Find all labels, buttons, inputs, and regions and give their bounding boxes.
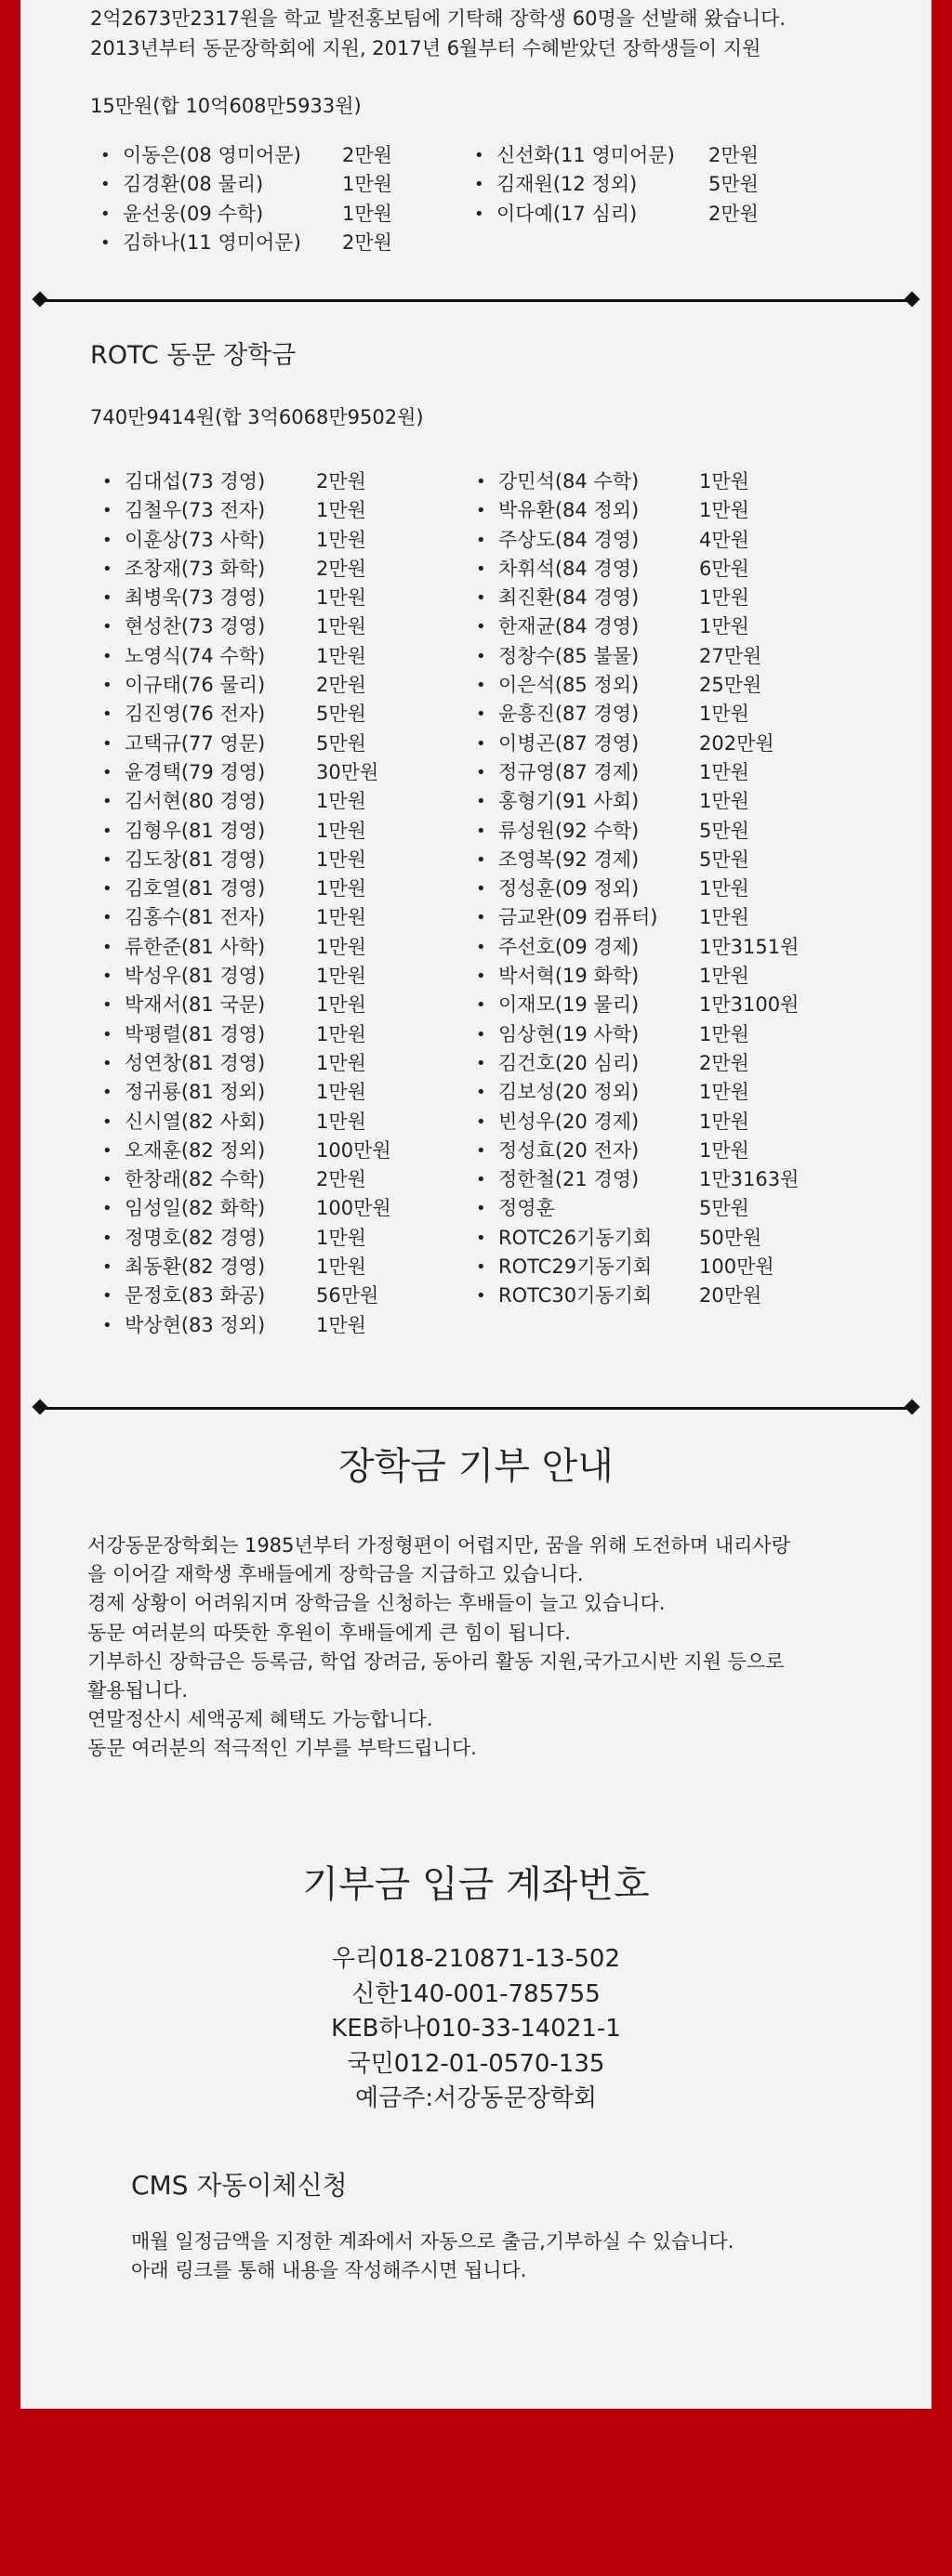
donor-item	[476, 671, 762, 700]
donor-amount: 5만원	[699, 819, 749, 842]
donor-item	[102, 817, 366, 846]
account-line: 우리018-210871-13-502	[332, 1945, 620, 1973]
donor-amount: 1만원	[316, 1081, 366, 1104]
donor-amount: 1만원	[316, 528, 366, 551]
donor-name: 문정호(83 화공)	[125, 1284, 266, 1308]
account-line: 신한140-001-785755	[351, 1979, 601, 2008]
donor-item	[102, 1253, 366, 1281]
donor-amount: 1만원	[316, 819, 366, 842]
donor-item	[476, 467, 749, 496]
alumni-donor-list-left	[100, 141, 392, 257]
donor-amount: 5만원	[699, 1197, 749, 1220]
donor-amount: 56만원	[316, 1284, 379, 1308]
donor-amount: 1만3163원	[699, 1168, 800, 1191]
donor-item	[476, 700, 749, 729]
donor-name: ROTC26기동기회	[498, 1226, 653, 1249]
donor-name: 박서혁(19 화학)	[498, 965, 640, 988]
donor-item	[476, 962, 749, 991]
donor-amount: 1만원	[316, 1022, 366, 1045]
guide-text	[87, 1531, 790, 1764]
donor-amount: 1만원	[316, 615, 366, 638]
donor-amount: 1만원	[699, 877, 749, 900]
donor-item	[476, 933, 800, 962]
donor-name: 박평렬(81 경영)	[125, 1022, 266, 1045]
guide-line: 기부하신 장학금은 등록금, 학업 장려금, 동아리 활동 지원,국가고시반 지원 등으로	[87, 1649, 785, 1673]
donor-name: 정영훈	[498, 1197, 555, 1220]
donor-name: 김호열(81 경영)	[125, 877, 266, 900]
alumni-donor-list-right	[474, 141, 759, 229]
donor-amount: 100만원	[316, 1197, 391, 1220]
donor-amount: 2만원	[699, 1051, 749, 1074]
donor-name: 이은석(85 정외)	[498, 674, 640, 697]
donor-amount: 1만원	[316, 644, 366, 667]
donor-name: 김경환(08 물리)	[123, 173, 264, 196]
donor-name: 주상도(84 경영)	[498, 528, 640, 551]
donor-amount: 1만원	[342, 173, 392, 196]
donor-amount: 5만원	[316, 731, 366, 755]
section-divider	[40, 1407, 912, 1410]
donor-amount: 5만원	[316, 703, 366, 726]
guide-line: 동문 여러분의 적극적인 기부를 부탁드립니다.	[87, 1737, 477, 1760]
donor-item	[102, 555, 366, 584]
donor-item	[476, 1165, 800, 1194]
donor-item	[102, 1311, 366, 1340]
donor-amount: 2만원	[316, 557, 366, 580]
donor-name: 류한준(81 사학)	[125, 935, 266, 958]
donor-amount: 1만원	[699, 1022, 749, 1045]
intro-line-2: 2013년부터 동문장학회에 지원, 2017년 6월부터 수혜받았던 장학생들이 지원	[90, 37, 761, 59]
section-divider	[40, 299, 912, 302]
donor-item	[476, 612, 749, 641]
donor-item	[102, 1137, 391, 1165]
donor-amount: 1만원	[316, 1110, 366, 1133]
donor-item	[102, 991, 366, 1019]
donor-item	[102, 874, 366, 903]
guide-line: 서강동문장학회는 1985년부터 가정형편이 어렵지만, 꿈을 위해 도전하며 내리사랑	[87, 1534, 790, 1557]
donor-name: 류성원(92 수학)	[498, 819, 640, 842]
donor-amount: 1만원	[699, 615, 749, 638]
donor-item	[102, 1194, 391, 1223]
donor-amount: 202만원	[699, 731, 774, 755]
donor-item	[476, 1108, 749, 1137]
donor-amount: 1만원	[699, 499, 749, 522]
donor-item	[476, 787, 749, 816]
donor-name: 이동은(08 영미어문)	[123, 144, 301, 166]
donor-amount: 2만원	[316, 674, 366, 697]
donor-name: 이훈상(73 사학)	[125, 528, 266, 551]
donor-item	[474, 170, 759, 199]
donor-amount: 1만원	[316, 586, 366, 610]
guide-line: 을 이어갈 재학생 후배들에게 장학금을 지급하고 있습니다.	[87, 1563, 584, 1586]
donor-item	[102, 846, 366, 874]
account-line: 예금주:서강동문장학회	[355, 2084, 597, 2112]
donor-item	[102, 612, 366, 641]
donor-amount: 1만원	[699, 906, 749, 929]
donor-item	[476, 903, 749, 932]
donor-item	[476, 1049, 749, 1078]
donor-amount: 1만원	[316, 848, 366, 871]
donor-name: 정성효(20 전자)	[498, 1138, 640, 1162]
donor-name: 이병곤(87 경영)	[498, 731, 640, 755]
donor-item	[476, 496, 749, 525]
donor-item	[476, 1194, 749, 1223]
donor-name: 신시열(82 사회)	[125, 1110, 266, 1133]
donor-name: 조창재(73 화학)	[125, 557, 266, 580]
donor-amount: 1만원	[316, 499, 366, 522]
donor-name: 김철우(73 전자)	[125, 499, 266, 522]
donor-name: 김진영(76 전자)	[125, 703, 266, 726]
donor-amount: 2만원	[708, 202, 759, 225]
account-line: KEB하나010-33-14021-1	[331, 2015, 621, 2043]
donor-item	[102, 526, 366, 555]
donor-name: 이다예(17 심리)	[496, 202, 638, 225]
donor-item	[102, 496, 366, 525]
guide-line: 연말정산시 세액공제 혜택도 가능합니다.	[87, 1708, 433, 1731]
donor-amount: 1만원	[316, 790, 366, 813]
guide-line: 동문 여러분의 따뜻한 후원이 후배들에게 큰 힘이 됩니다.	[87, 1621, 571, 1644]
donor-name: 한재균(84 경영)	[498, 615, 640, 638]
donor-item	[102, 1165, 366, 1194]
donor-name: 금교완(09 컴퓨터)	[498, 906, 658, 929]
donor-amount: 2만원	[342, 144, 392, 166]
guide-line: 경제 상황이 어려워지며 장학금을 신청하는 후배들이 늘고 있습니다.	[87, 1592, 666, 1615]
donor-item	[100, 229, 392, 257]
donor-name: ROTC29기동기회	[498, 1255, 653, 1279]
donor-name: 정한철(21 경영)	[498, 1168, 640, 1191]
guide-title: 장학금 기부 안내	[338, 1445, 614, 1488]
donor-name: 강민석(84 수학)	[498, 470, 640, 493]
donor-name: 김도창(81 경영)	[125, 848, 266, 871]
donor-amount: 1만원	[699, 586, 749, 610]
donor-amount: 1만원	[316, 1051, 366, 1074]
donor-amount: 2만원	[316, 1168, 366, 1191]
donor-amount: 1만원	[316, 993, 366, 1017]
donor-name: 최진환(84 경영)	[498, 586, 640, 610]
guide-line: 활용됩니다.	[87, 1679, 189, 1702]
donor-amount: 1만원	[342, 202, 392, 225]
donor-amount: 1만원	[699, 965, 749, 988]
donor-item	[102, 729, 366, 758]
donor-amount: 1만원	[699, 790, 749, 813]
donor-amount: 2만원	[708, 144, 759, 166]
donor-name: 성연창(81 경영)	[125, 1051, 266, 1074]
donor-item	[102, 1108, 366, 1137]
donor-name: 한창래(82 수학)	[125, 1168, 266, 1191]
donor-amount: 5만원	[708, 173, 759, 196]
cms-line: 매월 일정금액을 지정한 계좌에서 자동으로 출금,기부하실 수 있습니다.	[131, 2230, 734, 2253]
donor-amount: 1만원	[699, 470, 749, 493]
donor-amount: 4만원	[699, 528, 749, 551]
donor-name: 임성일(82 화학)	[125, 1197, 266, 1220]
donor-amount: 1만원	[316, 965, 366, 988]
donor-item	[476, 1137, 749, 1165]
donor-amount: 30만원	[316, 760, 379, 783]
donor-name: 빈성우(20 경제)	[498, 1110, 640, 1133]
donor-name: 현성찬(73 경영)	[125, 615, 266, 638]
donor-item	[476, 1224, 762, 1253]
donor-amount: 1만원	[316, 906, 366, 929]
donor-item	[102, 642, 366, 671]
donor-amount: 1만3100원	[699, 993, 800, 1017]
donor-name: 김재원(12 정외)	[496, 173, 638, 196]
donor-amount: 20만원	[699, 1284, 762, 1308]
donor-name: 김서현(80 경영)	[125, 790, 266, 813]
donor-amount: 100만원	[699, 1255, 774, 1279]
donor-name: 차휘석(84 경영)	[498, 557, 640, 580]
donor-name: 김보성(20 정외)	[498, 1081, 640, 1104]
donor-name: 신선화(11 영미어문)	[496, 144, 675, 166]
donor-item	[102, 758, 379, 787]
donor-item	[474, 200, 759, 229]
donor-item	[476, 1078, 749, 1107]
donor-amount: 1만원	[699, 703, 749, 726]
donor-item	[476, 526, 749, 555]
rotc-total: 740만9414원(합 3억6068만9502원)	[90, 406, 424, 428]
donor-amount: 6만원	[699, 557, 749, 580]
donor-name: 홍형기(91 사회)	[498, 790, 640, 813]
donor-name: 주선호(09 경제)	[498, 935, 640, 958]
donor-name: 김형우(81 경영)	[125, 819, 266, 842]
cms-line: 아래 링크를 통해 내용을 작성해주시면 됩니다.	[131, 2259, 527, 2281]
donor-name: 박재서(81 국문)	[125, 993, 266, 1017]
intro-line-1: 2억2673만2317원을 학교 발전홍보팀에 기탁해 장학생 60명을 선발해 왔습니다.	[90, 7, 787, 30]
donor-amount: 2만원	[342, 230, 392, 254]
donor-item	[102, 584, 366, 612]
donor-item	[102, 671, 366, 700]
accounts-title: 기부금 입금 계좌번호	[302, 1863, 650, 1906]
rotc-donor-list-right	[476, 467, 800, 1311]
donor-amount: 25만원	[699, 674, 762, 697]
donor-name: 최병욱(73 경영)	[125, 586, 266, 610]
donor-item	[102, 933, 366, 962]
donor-amount: 1만원	[316, 1226, 366, 1249]
donor-item	[100, 200, 392, 229]
donor-name: 정성훈(09 정외)	[498, 877, 640, 900]
donor-amount: 2만원	[316, 470, 366, 493]
donor-name: 윤선웅(09 수학)	[123, 202, 264, 225]
donor-item	[102, 962, 366, 991]
donor-name: 정규영(87 경제)	[498, 760, 640, 783]
donor-name: 김하나(11 영미어문)	[123, 230, 301, 254]
donor-amount: 1만원	[699, 1110, 749, 1133]
donor-name: 이재모(19 물리)	[498, 993, 640, 1017]
donor-amount: 27만원	[699, 644, 762, 667]
intro-total: 15만원(합 10억608만5933원)	[90, 95, 362, 117]
donor-amount: 1만원	[699, 760, 749, 783]
donor-name: 윤흥진(87 경영)	[498, 703, 640, 726]
donor-item	[100, 141, 392, 170]
donor-name: 노영식(74 수학)	[125, 644, 266, 667]
donor-amount: 50만원	[699, 1226, 762, 1249]
donor-name: 정명호(82 경영)	[125, 1226, 266, 1249]
donor-name: 최동환(82 경영)	[125, 1255, 266, 1279]
donor-item	[476, 555, 749, 584]
donor-item	[102, 1224, 366, 1253]
donor-name: 박유환(84 정외)	[498, 499, 640, 522]
account-list	[0, 1942, 952, 2117]
donor-item	[102, 787, 366, 816]
donor-item	[476, 758, 749, 787]
donor-name: 김대섭(73 경영)	[125, 470, 266, 493]
donor-amount: 1만원	[316, 935, 366, 958]
donor-item	[476, 729, 774, 758]
donor-item	[102, 1049, 366, 1078]
donor-name: 정창수(85 불물)	[498, 644, 640, 667]
donor-name: 조영복(92 경제)	[498, 848, 640, 871]
rotc-title: ROTC 동문 장학금	[90, 341, 297, 370]
donor-item	[476, 642, 762, 671]
donor-item	[100, 170, 392, 199]
donor-item	[102, 467, 366, 496]
donor-item	[102, 700, 366, 729]
donor-amount: 1만원	[316, 877, 366, 900]
donor-item	[102, 1020, 366, 1049]
donor-amount: 1만원	[316, 1313, 366, 1336]
donor-name: 정귀룡(81 정외)	[125, 1081, 266, 1104]
donor-item	[476, 817, 749, 846]
donor-name: 이규태(76 물리)	[125, 674, 266, 697]
donor-amount: 1만원	[699, 1138, 749, 1162]
donor-name: ROTC30기동기회	[498, 1284, 653, 1308]
donor-item	[102, 1281, 379, 1310]
rotc-donor-list-left	[102, 467, 391, 1340]
donor-name: 박상현(83 정외)	[125, 1313, 266, 1336]
donor-amount: 100만원	[316, 1138, 391, 1162]
cms-title: CMS 자동이체신청	[131, 2170, 348, 2201]
donor-item	[102, 903, 366, 932]
donor-name: 고택규(77 영문)	[125, 731, 266, 755]
donor-item	[102, 1078, 366, 1107]
donor-item	[476, 584, 749, 612]
donor-item	[476, 846, 749, 874]
donor-item	[476, 1281, 762, 1310]
donor-item	[474, 141, 759, 170]
donor-amount: 5만원	[699, 848, 749, 871]
cms-text	[131, 2228, 734, 2285]
donor-name: 윤경택(79 경영)	[125, 760, 266, 783]
donor-name: 오재훈(82 정외)	[125, 1138, 266, 1162]
donor-name: 박성우(81 경영)	[125, 965, 266, 988]
donor-item	[476, 991, 800, 1019]
donor-item	[476, 874, 749, 903]
donor-name: 임상현(19 사학)	[498, 1022, 640, 1045]
donor-name: 김홍수(81 전자)	[125, 906, 266, 929]
donor-name: 김건호(20 심리)	[498, 1051, 640, 1074]
donor-item	[476, 1253, 774, 1281]
donor-item	[476, 1020, 749, 1049]
donor-amount: 1만3151원	[699, 935, 800, 958]
donor-amount: 1만원	[316, 1255, 366, 1279]
donor-amount: 1만원	[699, 1081, 749, 1104]
account-line: 국민012-01-0570-135	[347, 2049, 605, 2078]
